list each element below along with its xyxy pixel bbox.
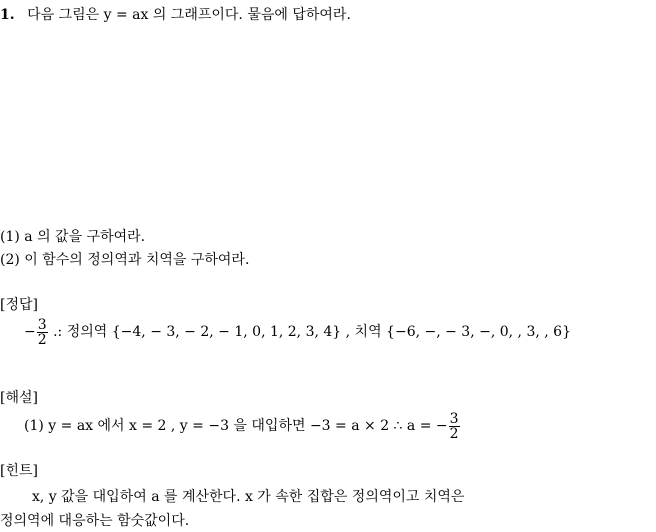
question-text: 다음 그림은 y = ax 의 그래프이다. 물음에 답하여라. bbox=[27, 7, 351, 23]
explanation-line bbox=[0, 410, 461, 442]
answer-header: [정답] bbox=[0, 297, 38, 313]
subquestion-1: (1) a 의 값을 구하여라. bbox=[0, 229, 146, 245]
subquestion-2: (2) 이 함수의 정의역과 치역을 구하여라. bbox=[0, 252, 250, 268]
answer-text: .: 정의역 {−4, − 3, − 2, − 1, 0, 1, 2, 3, 4} , 치역 {−6, −, − 3, −, 0, , 3, , 6} bbox=[53, 324, 571, 340]
answer-line bbox=[0, 316, 571, 348]
question-number: 1. bbox=[0, 7, 15, 23]
explanation-fraction bbox=[449, 412, 460, 441]
explanation-header: [해설] bbox=[0, 390, 38, 406]
question-line bbox=[0, 6, 351, 24]
answer-prefix: − bbox=[24, 324, 36, 340]
graph-area bbox=[0, 28, 656, 220]
hint-line-2: 정의역에 대응하는 함숫값이다. bbox=[0, 513, 190, 529]
answer-fraction bbox=[37, 318, 48, 347]
answer-fraction-numerator: 3 bbox=[37, 316, 47, 333]
answer-fraction-denominator: 2 bbox=[37, 331, 47, 348]
hint-line-1: x, y 값을 대입하여 a 를 계산한다. x 가 속한 집합은 정의역이고 치역은 bbox=[32, 489, 465, 505]
explanation-fraction-numerator: 3 bbox=[449, 410, 459, 427]
hint-header: [힌트] bbox=[0, 463, 38, 479]
explanation-text: (1) y = ax 에서 x = 2 , y = −3 을 대입하면 −3 = a × 2 ∴ a = − bbox=[24, 418, 448, 434]
explanation-fraction-denominator: 2 bbox=[449, 425, 459, 442]
